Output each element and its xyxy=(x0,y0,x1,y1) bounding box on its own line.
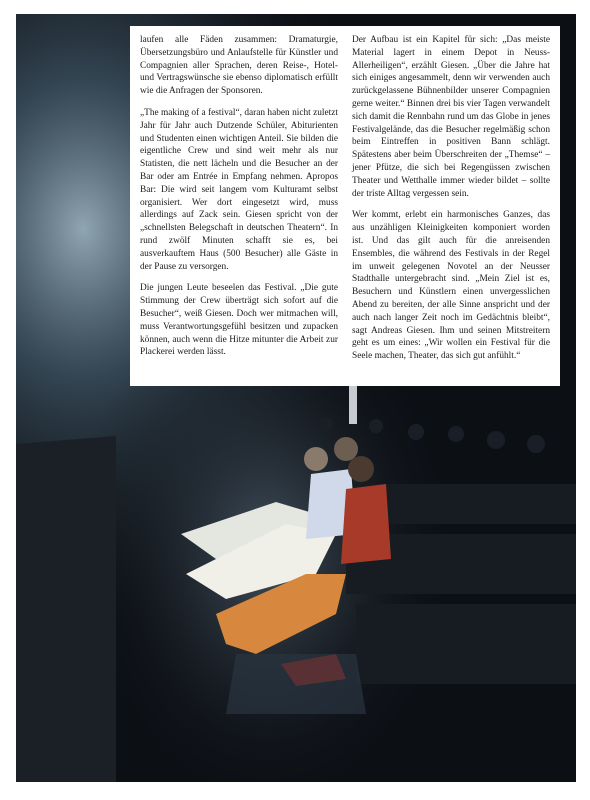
paragraph: Wer kommt, erlebt ein harmonisches Ganzes, das aus unzähligen Kleinigkeiten komponiert worden ist. Und das gilt auch für die anreisenden Ensembles, die während des Festivals in der Regel im unweit gelegenen Novotel an der Neusser Stadthalle untergebracht sind. „Mein Ziel ist es, Besuchern und Künstlern einen unvergesslichen Abend zu bereiten, der alle Sinne anspricht und der auch nach langer Zeit noch im Gedächtnis bleibt“, sagt Andreas Giesen. Ihm und seinen Mitstreitern geht es um eines: „Wir wollen ein Festival für die Seele machen, Theater, das sich gut anfühlt.“ xyxy=(352,210,550,362)
article-column-left xyxy=(140,34,338,386)
paragraph: „The making of a festival“, daran haben nicht zuletzt Jahr für Jahr auch Dutzende Schüler, Abiturienten und Studenten einen wichtigen Anteil. Sie bilden die eigentliche Crew und sind weit mehr als nur Statisten, die nett lächeln und die Besucher an der Bar oder am Entrée in Empfang nehmen. Apropos Bar: Die wird seit langem vom Kulturamt selbst organisiert. Wer dort eingesetzt wird, muss allerdings auf Zack sein. Giesen spricht von der „schnellsten Belegschaft in deutschen Theatern“. In rund zwölf Minuten schafft sie es, bei ausverkauftem Haus (500 Besucher) alle Gäste in der Pause zu versorgen. xyxy=(140,107,338,272)
paragraph: Die jungen Leute beseelen das Festival. „Die gute Stimmung der Crew überträgt sich sofort auf die Besucher“, weiß Giesen. Doch wer mitmachen will, muss Verantwortungsgefühl besitzen und zupacken können, auch wenn die Hitze mitunter die Arbeit zur Plackerei werden lässt. xyxy=(140,283,338,358)
article-column-right xyxy=(352,34,550,386)
article-text-box xyxy=(130,26,560,386)
paragraph: laufen alle Fäden zusammen: Dramaturgie, Übersetzungsbüro und Anlaufstelle für Künstler und Compagnien aller Sprachen, deren Reise-, Hotel- und Vertragswünsche sie ebenso diplomatisch erfüllt wie die Anfragen der Sponsoren. xyxy=(140,35,338,97)
paragraph: Der Aufbau ist ein Kapitel für sich: „Das meiste Material lagert in einem Depot in Neuss-Allerheiligen“, erzählt Giesen. „Über die Jahre hat sich einiges angesammelt, denn wir verwenden auch zurückgelassene Bühnenbilder unserer Compagnien gerne weiter.“ Binnen drei bis vier Tagen verwandelt sich damit die Rennbahn rund um das Globe in jenes Festivalgelände, das die Besucher regelmäßig schon beim Eintreffen in positiven Bann schlägt. Spätestens aber beim Überschreiten der „Themse“ – jener Pfütze, die sich bei Regengüssen zwischen Theater und Wetthalle immer wieder bildet – sollte der triste Alltag vergessen sein. xyxy=(352,35,550,199)
